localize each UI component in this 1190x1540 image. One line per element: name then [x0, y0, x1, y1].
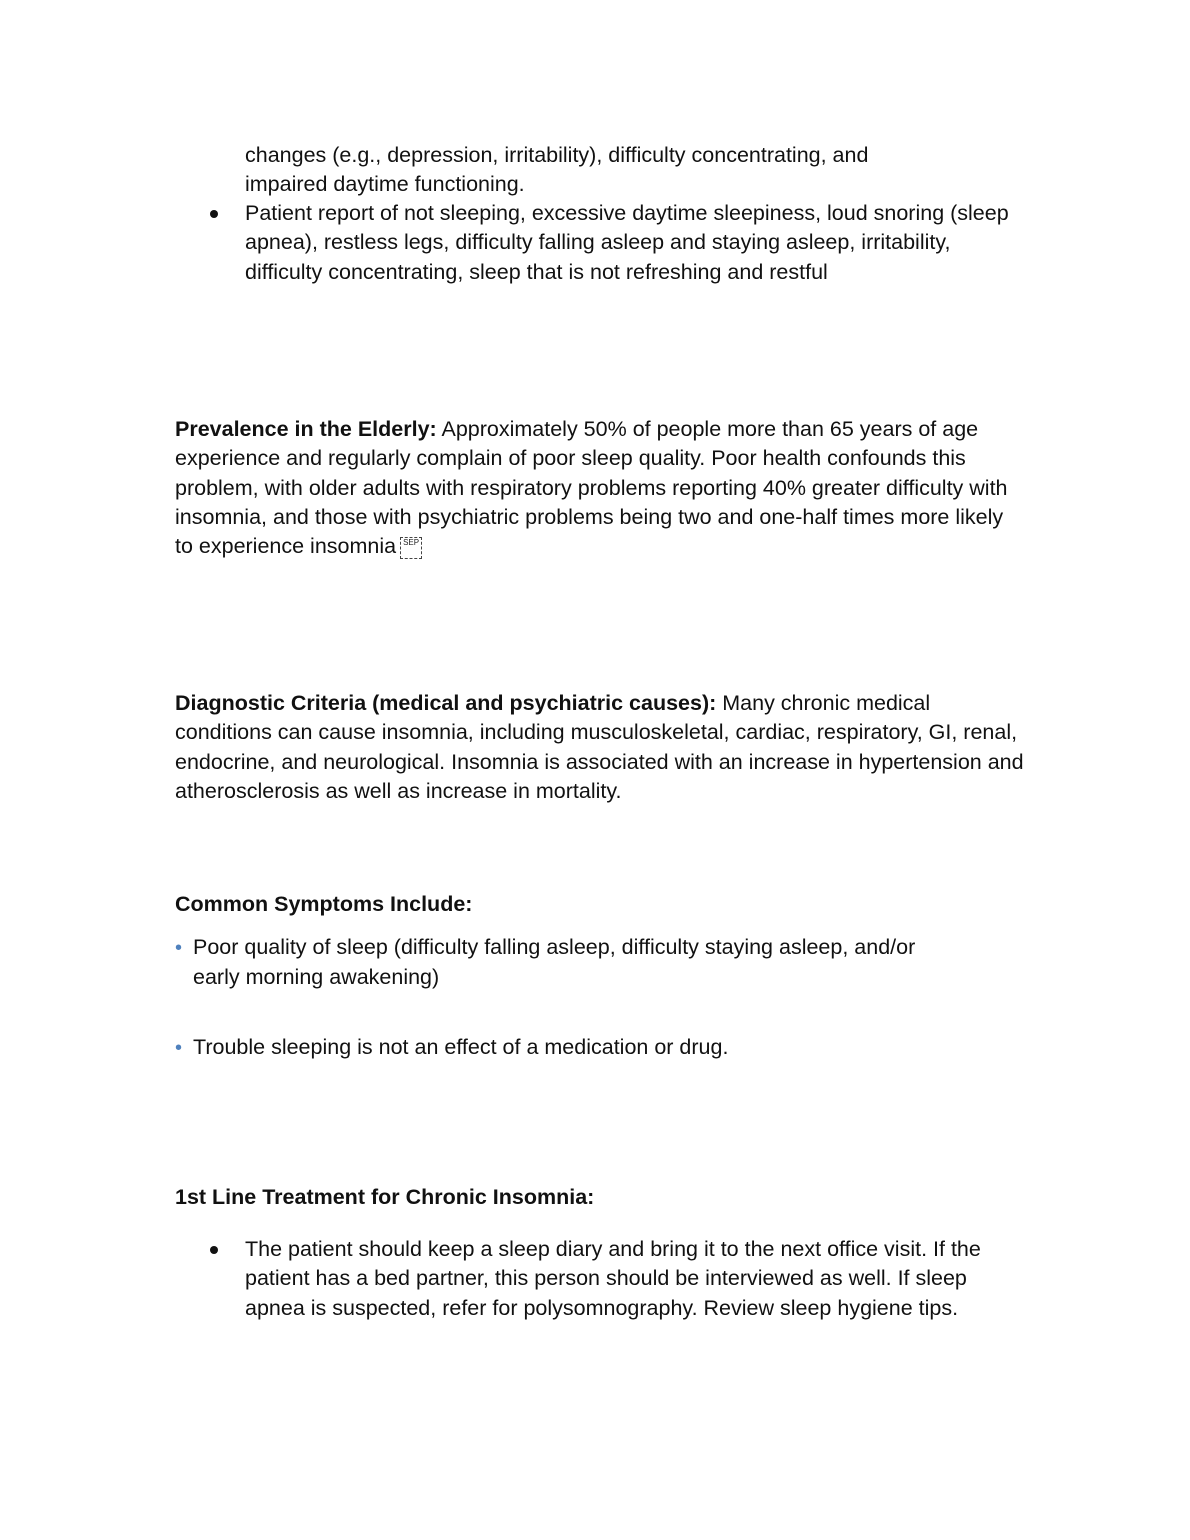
symptom-bullet-icon: •	[175, 1037, 183, 1059]
diagnostic-paragraph	[175, 689, 1025, 806]
diagnostic-body: Many chronic medical conditions can cause insomnia, including musculoskeletal, cardiac, respiratory, GI, renal, endocrine, and neurological. Insomnia is associated with an increase in hypertension and atherosclerosis as well as increase in mortality.	[175, 691, 1024, 803]
list-item-text: Patient report of not sleeping, excessive daytime sleepiness, loud snoring (sleep apnea), restless legs, difficulty falling asleep and staying asleep, irritability, difficulty concentrating, sleep that is not refreshing and restful	[245, 201, 1009, 284]
symptom-bullet-icon: •	[175, 937, 183, 959]
symptom-item-1	[175, 933, 1025, 993]
symptom-item-2	[175, 1033, 1025, 1063]
symptom-item-2-line-1: Trouble sleeping is not an effect of a medication or drug.	[193, 1035, 729, 1059]
list-item-text: The patient should keep a sleep diary and bring it to the next office visit. If the patient has a bed partner, this person should be interviewed as well. If sleep apnea is suspected, refer for polysomnography. Review sleep hygiene tips.	[245, 1237, 981, 1320]
prevalence-body: Approximately 50% of people more than 65 years of age experience and regularly complain of poor sleep quality. Poor health confounds this problem, with older adults with respiratory problems reporting 40% greater difficulty with insomnia, and those with psychiatric problems being two and one-half times more likely to experience insomnia	[175, 417, 1008, 559]
continuation-line-2: impaired daytime functioning.	[245, 172, 525, 197]
prevalence-paragraph	[175, 415, 1025, 561]
diagnostic-heading: Diagnostic Criteria (medical and psychiatric causes):	[175, 691, 717, 715]
symptoms-heading: Common Symptoms Include:	[175, 892, 473, 916]
continuation-line-1: changes (e.g., depression, irritability), difficulty concentrating, and	[245, 143, 869, 167]
symptom-item-1-line-1: Poor quality of sleep (difficulty falling asleep, difficulty staying asleep, and/or	[193, 935, 916, 959]
continuation-paragraph	[245, 141, 1025, 200]
symptom-item-1-line-2: early morning awakening)	[193, 965, 440, 990]
list-item-patient-report	[210, 199, 1020, 287]
separator-glyph-icon: SEP	[400, 537, 422, 559]
list-item-treatment	[210, 1235, 1020, 1323]
prevalence-heading: Prevalence in the Elderly:	[175, 417, 437, 441]
treatment-heading: 1st Line Treatment for Chronic Insomnia:	[175, 1185, 595, 1209]
